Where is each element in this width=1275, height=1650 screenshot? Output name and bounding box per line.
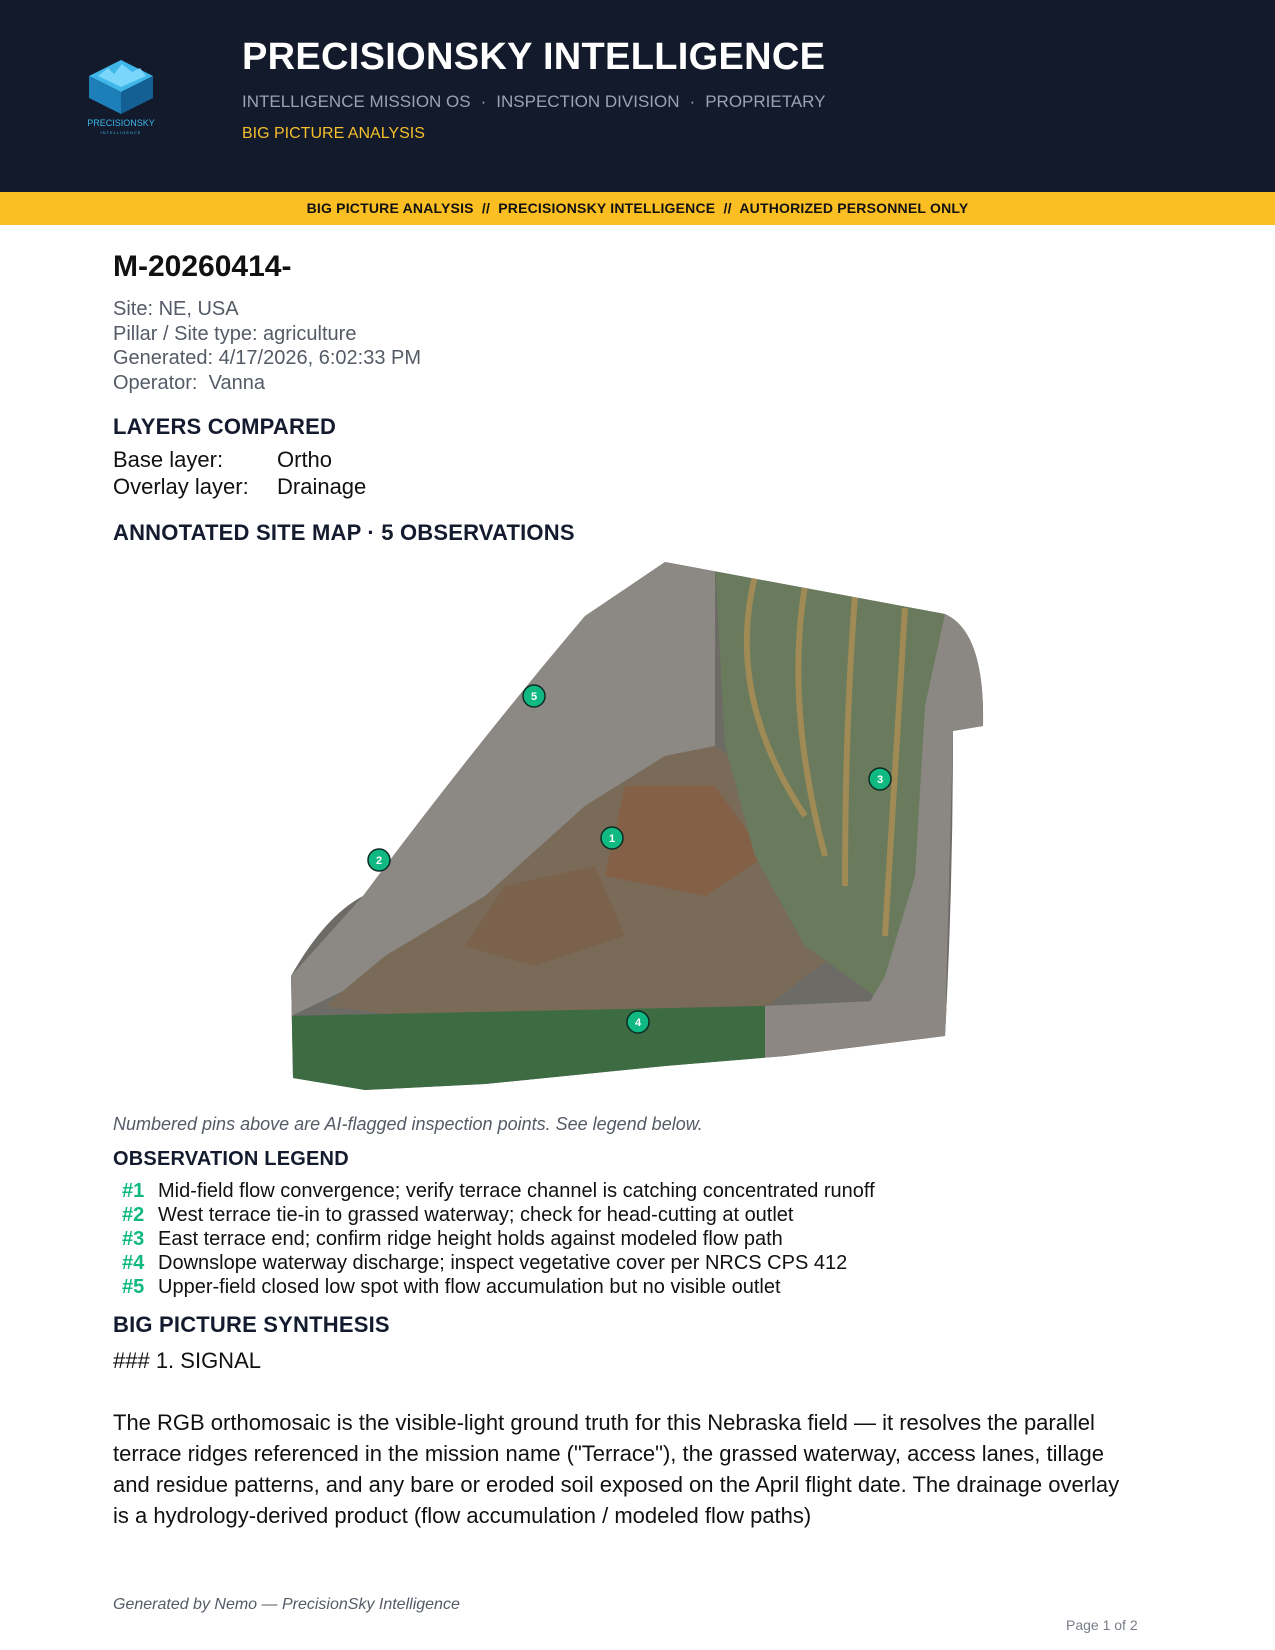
overlay-layer-label: Overlay layer: (113, 474, 249, 499)
pin-label: 5 (530, 691, 538, 703)
orthomosaic-image (285, 556, 985, 1106)
layers-compared (113, 446, 366, 500)
map-heading: ANNOTATED SITE MAP · 5 OBSERVATIONS (113, 520, 575, 545)
synthesis-subheading: ### 1. SIGNAL (113, 1348, 261, 1373)
cube-terrain-icon (78, 54, 164, 140)
synthesis-body: The RGB orthomosaic is the visible-light ground truth for this Nebraska field — it resolves the parallel terrace ridges referenced in the mission name ("Terrace"), the grassed waterway, access lanes, tillage and residue patterns, and any bare or eroded soil exposed on the April flight date. The drainage overlay is a hydrology-derived product (flow accumulation / modeled flow paths) (113, 1410, 1120, 1528)
legend-number: #5 (122, 1276, 145, 1298)
legend-text: East terrace end; confirm ridge height holds against modeled flow path (158, 1228, 783, 1250)
subtitle-separator: · (480, 92, 487, 111)
legend-item (122, 1251, 875, 1275)
base-layer-value: Ortho (277, 447, 333, 472)
layers-heading: LAYERS COMPARED (113, 414, 337, 439)
legend-number: #1 (122, 1180, 145, 1202)
mission-id: M-20260414- (113, 250, 292, 283)
generated-line: Generated: 4/17/2026, 6:02:33 PM (113, 347, 421, 369)
legend-text: West terrace tie-in to grassed waterway; check for head-cutting at outlet (158, 1204, 794, 1226)
map-caption: Numbered pins above are AI-flagged inspection points. See legend below. (113, 1114, 703, 1134)
subtitle-part: INTELLIGENCE MISSION OS (242, 92, 471, 111)
analysis-label: BIG PICTURE ANALYSIS (242, 125, 425, 142)
brand-title: PRECISIONSKY INTELLIGENCE (242, 36, 826, 78)
footer-generated-by: Generated by Nemo — PrecisionSky Intelligence (113, 1596, 460, 1613)
logo-subtext: INTELLIGENCE (100, 130, 142, 135)
subtitle-part: PROPRIETARY (705, 92, 826, 111)
site-line: Site: NE, USA (113, 298, 239, 320)
observation-legend (122, 1179, 875, 1299)
legend-item (122, 1275, 875, 1299)
legend-item (122, 1227, 875, 1251)
legend-number: #4 (122, 1252, 145, 1274)
operator-line: Operator: Vanna (113, 371, 265, 394)
pin-label: 3 (876, 774, 884, 786)
legend-number: #3 (122, 1228, 145, 1250)
subtitle-separator: · (689, 92, 696, 111)
map-pin-1[interactable] (601, 827, 623, 849)
annotated-site-map (285, 556, 985, 1106)
legend-item (122, 1179, 875, 1203)
banner-text: BIG PICTURE ANALYSIS // PRECISIONSKY INTELLIGENCE // AUTHORIZED PERSONNEL ONLY (306, 200, 969, 216)
mission-metadata (113, 297, 421, 395)
map-pin-5[interactable] (523, 685, 545, 707)
pin-label: 2 (375, 855, 383, 867)
logo-text: PRECISIONSKY (87, 118, 155, 128)
report-header (0, 0, 1275, 192)
overlay-layer-value: Drainage (277, 474, 367, 499)
legend-text: Downslope waterway discharge; inspect vegetative cover per NRCS CPS 412 (158, 1252, 848, 1274)
legend-number: #2 (122, 1204, 145, 1226)
company-logo (78, 54, 164, 140)
legend-item (122, 1203, 875, 1227)
base-layer-row (113, 446, 366, 473)
pin-label: 4 (634, 1017, 642, 1029)
map-pin-2[interactable] (368, 849, 390, 871)
pillar-line: Pillar / Site type: agriculture (113, 322, 357, 345)
classification-banner (0, 192, 1275, 225)
overlay-layer-row (113, 473, 366, 500)
map-pin-4[interactable] (627, 1011, 649, 1033)
legend-text: Upper-field closed low spot with flow accumulation but no visible outlet (158, 1276, 781, 1298)
pin-label: 1 (608, 833, 616, 845)
legend-text: Mid-field flow convergence; verify terrace channel is catching concentrated runoff (158, 1180, 875, 1202)
synthesis-heading: BIG PICTURE SYNTHESIS (113, 1312, 390, 1337)
legend-heading: OBSERVATION LEGEND (113, 1148, 349, 1170)
page-number: Page 1 of 2 (1066, 1617, 1138, 1633)
subtitle-part: INSPECTION DIVISION (496, 92, 680, 111)
map-pin-3[interactable] (869, 768, 891, 790)
brand-subtitle (242, 92, 826, 112)
base-layer-label: Base layer: (113, 447, 224, 472)
